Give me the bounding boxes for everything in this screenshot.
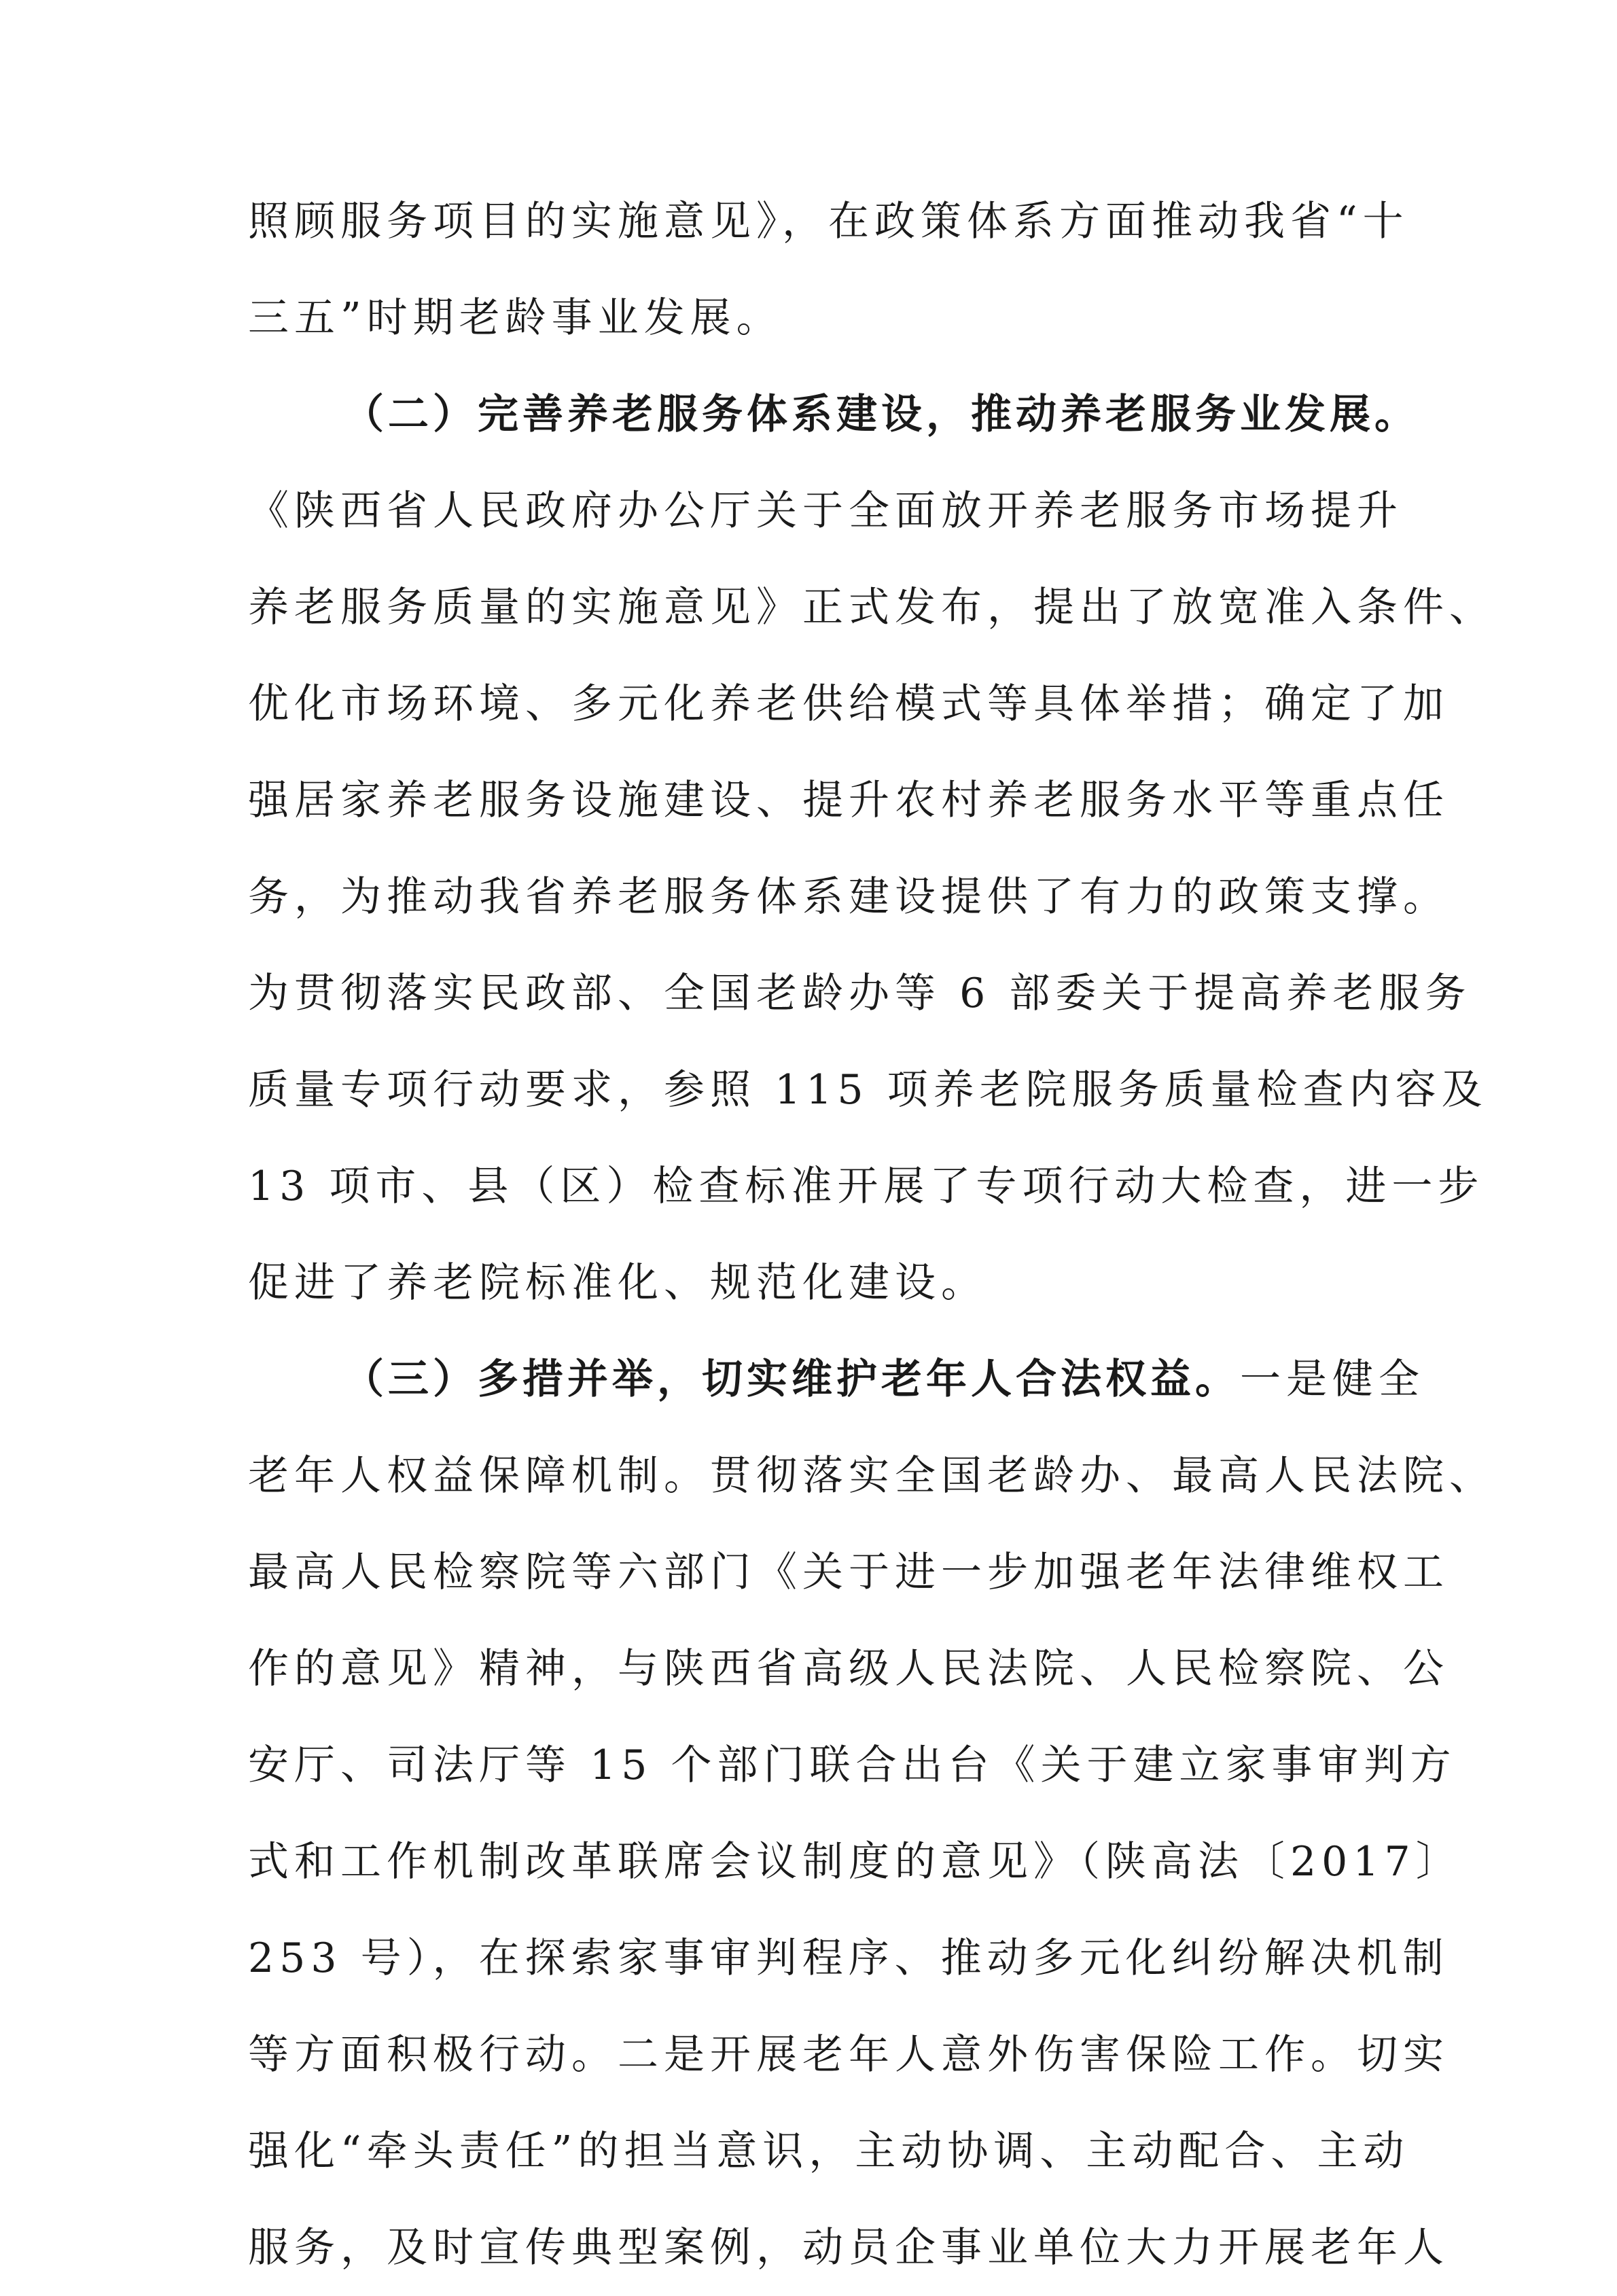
body-text: 一是健全 <box>1240 1356 1425 1403</box>
body-line: 强化“牵头责任”的担当意识，主动协调、主动配合、主动 <box>248 2127 1410 2175</box>
section-heading-line <box>248 1331 1425 1428</box>
body-line: 式和工作机制改革联席会议制度的意见》（陕高法〔2017〕 <box>248 1838 1462 1886</box>
body-line: 13 项市、县（区）检查标准开展了专项行动大检查，进一步 <box>248 1163 1485 1210</box>
body-line: 253 号），在探索家事审判程序、推动多元化纠纷解决机制 <box>248 1935 1449 1982</box>
body-line: 安厅、司法厅等 15 个部门联合出台《关于建立家事审判方 <box>248 1742 1457 1789</box>
body-line: 服务，及时宣传典型案例，动员企事业单位大力开展老年人 <box>248 2224 1449 2272</box>
body-line: 强居家养老服务设施建设、提升农村养老服务水平等重点任 <box>248 777 1449 824</box>
body-line: 等方面积极行动。二是开展老年人意外伤害保险工作。切实 <box>248 2031 1449 2079</box>
body-line: 质量专项行动要求，参照 115 项养老院服务质量检查内容及 <box>248 1066 1488 1114</box>
body-line: 养老服务质量的实施意见》正式发布，提出了放宽准入条件、 <box>248 584 1495 631</box>
body-line: 照顾服务项目的实施意见》，在政策体系方面推动我省“十 <box>248 198 1409 245</box>
section-heading-line <box>248 366 1419 463</box>
body-line: 优化市场环境、多元化养老供给模式等具体举措；确定了加 <box>248 680 1449 728</box>
body-line: 促进了养老院标准化、规范化建设。 <box>248 1259 987 1307</box>
body-line: 为贯彻落实民政部、全国老龄办等 6 部委关于提高养老服务 <box>248 970 1472 1017</box>
document-body <box>248 173 1495 2296</box>
body-line: 作的意见》精神，与陕西省高级人民法院、人民检察院、公 <box>248 1645 1449 1693</box>
body-line: 务，为推动我省养老服务体系建设提供了有力的政策支撑。 <box>248 873 1449 921</box>
section-heading: （二）完善养老服务体系建设，推动养老服务业发展。 <box>343 391 1419 438</box>
body-line: 最高人民检察院等六部门《关于进一步加强老年法律维权工 <box>248 1549 1449 1596</box>
section-heading: （三）多措并举，切实维护老年人合法权益。 <box>343 1356 1240 1403</box>
body-line: 《陕西省人民政府办公厅关于全面放开养老服务市场提升 <box>248 487 1403 535</box>
body-line: 三五”时期老龄事业发展。 <box>248 294 783 342</box>
body-line: 老年人权益保障机制。贯彻落实全国老龄办、最高人民法院、 <box>248 1452 1495 1500</box>
